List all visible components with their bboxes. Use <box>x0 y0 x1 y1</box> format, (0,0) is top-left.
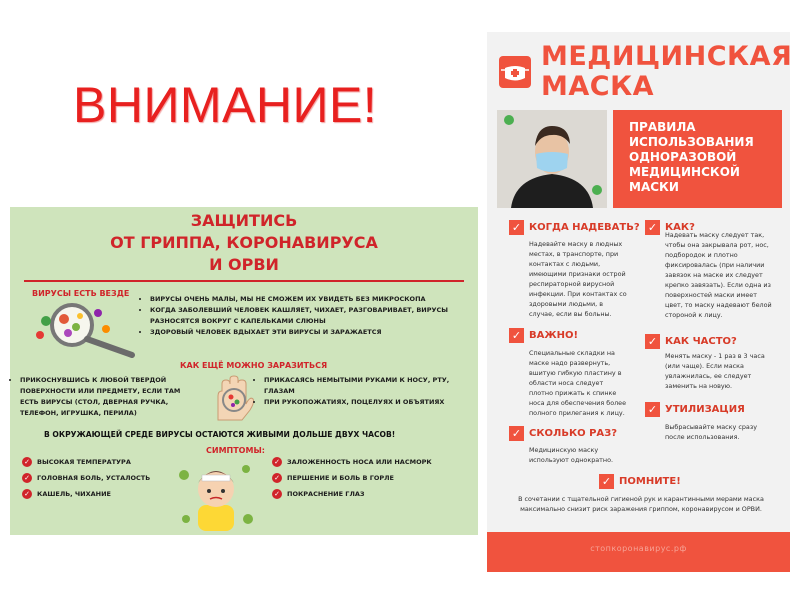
infection-left-point: • ПРИКОСНУВШИСЬ К ЛЮБОЙ ТВЕРДОЙ ПОВЕРХНОСТИ ИЛИ ПРЕДМЕТУ, ЕСЛИ ТАМ ЕСТЬ ВИРУСЫ (СТОЛ, ДВЕРНАЯ РУЧКА, ТЕЛЕФОН, ИГРУШКА, ПЕРИЛА) <box>20 375 198 419</box>
symptom-label: ЗАЛОЖЕННОСТЬ НОСА ИЛИ НАСМОРК <box>287 458 432 466</box>
symptom-label: КАШЕЛЬ, ЧИХАНИЕ <box>37 490 111 498</box>
rules-line: ОДНОРАЗОВОЙ <box>629 150 737 164</box>
infection-right <box>256 375 471 408</box>
rules-line: МАСКИ <box>629 180 679 194</box>
section-heading: ✓ КАК ЧАСТО? <box>645 334 737 349</box>
section-text: Надевайте маску в людных местах, в транспорте, при контактах с людьми, имеющими признаки острой респираторной вирусной инфекции. При контактах со здоровыми людьми, в случае, если вы больны. <box>529 240 627 318</box>
check-icon: ✓ <box>272 457 282 467</box>
symptom-item <box>22 489 111 499</box>
section-heading: ✓ КОГДА НАДЕВАТЬ? <box>509 220 640 235</box>
checkbox-icon: ✓ <box>509 426 524 441</box>
checkbox-icon: ✓ <box>509 220 524 235</box>
checkbox-icon: ✓ <box>509 328 524 343</box>
section-text: Медицинскую маску используют однократно. <box>529 446 614 464</box>
rules-line: МЕДИЦИНСКОЙ <box>629 165 740 179</box>
checkbox-icon: ✓ <box>645 220 660 235</box>
remember-heading: ✓ ПОМНИТЕ! <box>599 474 681 489</box>
rules-line: ИСПОЛЬЗОВАНИЯ <box>629 135 754 149</box>
mask-title-line: МЕДИЦИНСКАЯ <box>541 41 793 72</box>
attention-heading: ВНИМАНИЕ! <box>73 77 378 133</box>
symptoms-heading: СИМПТОМЫ: <box>206 446 265 455</box>
section-text: Выбрасывайте маску сразу после использования. <box>665 423 758 441</box>
medical-mask-icon <box>499 56 531 88</box>
viruses-point: • ВИРУСЫ ОЧЕНЬ МАЛЫ, МЫ НЕ СМОЖЕМ ИХ УВИДЕТЬ БЕЗ МИКРОСКОПА <box>150 294 464 305</box>
symptom-item <box>22 457 131 467</box>
environment-note: В ОКРУЖАЮЩЕЙ СРЕДЕ ВИРУСЫ ОСТАЮТСЯ ЖИВЫМИ ДОЛЬШЕ ДВУХ ЧАСОВ! <box>44 430 396 439</box>
section-heading: ✓ СКОЛЬКО РАЗ? <box>509 426 617 441</box>
poster-title-line-3: И ОРВИ <box>209 255 279 274</box>
rules-line: ПРАВИЛА <box>629 120 696 134</box>
symptom-item <box>272 489 365 499</box>
infection-right-point: • ПРИКАСАЯСЬ НЕМЫТЫМИ РУКАМИ К НОСУ, РТУ, ГЛАЗАМ <box>264 375 471 397</box>
section-heading: ✓ КАК? <box>645 220 695 235</box>
viruses-point: • ЗДОРОВЫЙ ЧЕЛОВЕК ВДЫХАЕТ ЭТИ ВИРУСЫ И ЗАРАЖАЕТСЯ <box>150 327 464 338</box>
infection-left <box>12 375 198 419</box>
symptom-label: ПЕРШЕНИЕ И БОЛЬ В ГОРЛЕ <box>287 474 394 482</box>
mask-title-line: МАСКА <box>541 71 655 102</box>
poster-title-line-2: ОТ ГРИППА, КОРОНАВИРУСА <box>110 233 378 252</box>
mask-poster-footer <box>487 532 790 572</box>
check-icon: ✓ <box>22 473 32 483</box>
symptom-item <box>22 473 150 483</box>
poster-title-line-1: ЗАЩИТИСЬ <box>190 211 298 230</box>
infection-right-point: • ПРИ РУКОПОЖАТИЯХ, ПОЦЕЛУЯХ И ОБЪЯТИЯХ <box>264 397 471 408</box>
footer-website: стопкоронавирус.рф <box>590 544 687 553</box>
viruses-points <box>142 294 464 338</box>
medical-mask-poster <box>487 32 793 572</box>
section-heading: ✓ ВАЖНО! <box>509 328 578 343</box>
check-icon: ✓ <box>272 489 282 499</box>
checkbox-icon: ✓ <box>645 334 660 349</box>
check-icon: ✓ <box>272 473 282 483</box>
section-text: Специальные складки на маске надо развернуть, вшитую гибкую пластину в области носа следует плотно прижать к спинке носа для обеспечения более полного прилегания к лицу. <box>529 349 627 417</box>
viruses-point: • КОГДА ЗАБОЛЕВШИЙ ЧЕЛОВЕК КАШЛЯЕТ, ЧИХАЕТ, РАЗГОВАРИВАЕТ, ВИРУСЫ РАЗНОСЯТСЯ ВОКРУГ С КАПЕЛЬКАМИ СЛЮНЫ <box>150 305 464 327</box>
hand-germs-illustration <box>206 374 256 424</box>
symptom-label: ВЫСОКАЯ ТЕМПЕРАТУРА <box>37 458 131 466</box>
symptom-label: ГОЛОВНАЯ БОЛЬ, УСТАЛОСТЬ <box>37 474 151 482</box>
checkbox-icon: ✓ <box>599 474 614 489</box>
remember-text: В сочетании с тщательной гигиеной рук и карантинными мерами маска максимально снизит риск заражения гриппом, коронавирусом и ОРВИ. <box>518 495 764 513</box>
flu-protection-poster <box>10 207 478 535</box>
symptom-label: ПОКРАСНЕНИЕ ГЛАЗ <box>287 490 365 498</box>
check-icon: ✓ <box>22 489 32 499</box>
section-text: Надевать маску следует так, чтобы она закрывала рот, нос, подбородок и плотно фиксировалась (при наличии завязок на маске их следует крепко завязать). Если одна из поверхностей маски имеет цвет, то маску надевают белой стороной к лицу. <box>665 231 772 319</box>
viruses-heading: ВИРУСЫ ЕСТЬ ВЕЗДЕ <box>32 289 130 298</box>
checkbox-icon: ✓ <box>645 402 660 417</box>
symptom-item <box>272 457 432 467</box>
symptom-item <box>272 473 394 483</box>
check-icon: ✓ <box>22 457 32 467</box>
infection-heading: КАК ЕЩЁ МОЖНО ЗАРАЗИТЬСЯ <box>180 361 328 370</box>
section-text: Менять маску - 1 раз в 3 часа (или чаще). Если маска увлажнилась, ее следует заменить на новую. <box>665 352 765 390</box>
section-heading: ✓ УТИЛИЗАЦИЯ <box>645 402 745 417</box>
title-divider <box>24 280 464 282</box>
person-in-mask-photo <box>497 110 607 208</box>
mask-poster-title <box>541 42 792 102</box>
virus-magnifier-illustration <box>32 301 150 359</box>
sick-child-illustration <box>176 453 256 533</box>
rules-banner <box>613 110 782 208</box>
